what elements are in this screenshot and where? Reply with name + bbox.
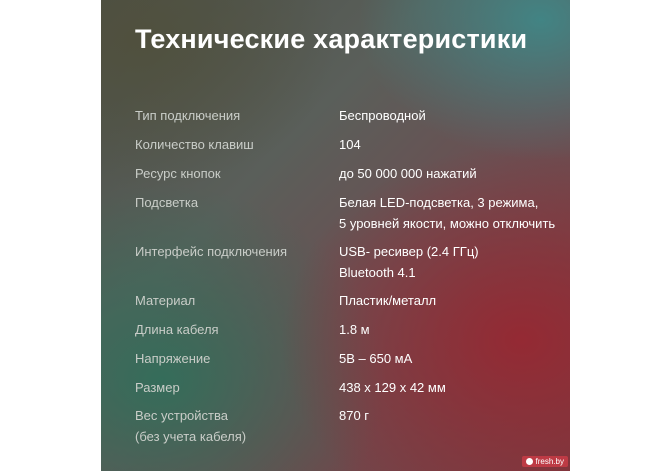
watermark: fresh.by (522, 456, 568, 467)
spec-value: 438 x 129 x 42 мм (339, 380, 446, 395)
spec-label: Количество клавиш (135, 137, 254, 152)
spec-label: Материал (135, 293, 196, 308)
spec-value: Беспроводной (339, 108, 426, 123)
spec-label: Напряжение (135, 351, 211, 366)
spec-label: Вес устройства (без учета кабеля) (135, 408, 247, 444)
spec-label: Длина кабеля (135, 322, 219, 337)
spec-value: до 50 000 000 нажатий (339, 166, 477, 181)
spec-label: Тип подключения (135, 108, 241, 123)
spec-value: 870 г (339, 408, 370, 423)
spec-label: Размер (135, 380, 180, 395)
spec-value: USB- ресивер (2.4 ГГц) Bluetooth 4.1 (339, 244, 479, 280)
spec-label: Подсветка (135, 195, 199, 210)
spec-value: 5В – 650 мА (339, 351, 413, 366)
spec-value: Пластик/металл (339, 293, 437, 308)
page-title: Технические характеристики (135, 24, 528, 54)
spec-value: Белая LED-подсветка, 3 режима, 5 уровней якости, можно отключить (339, 195, 556, 231)
spec-panel (101, 0, 570, 471)
spec-value: 104 (339, 137, 361, 152)
spec-value: 1.8 м (339, 322, 370, 337)
spec-label: Ресурс кнопок (135, 166, 221, 181)
spec-label: Интерфейс подключения (135, 244, 288, 259)
